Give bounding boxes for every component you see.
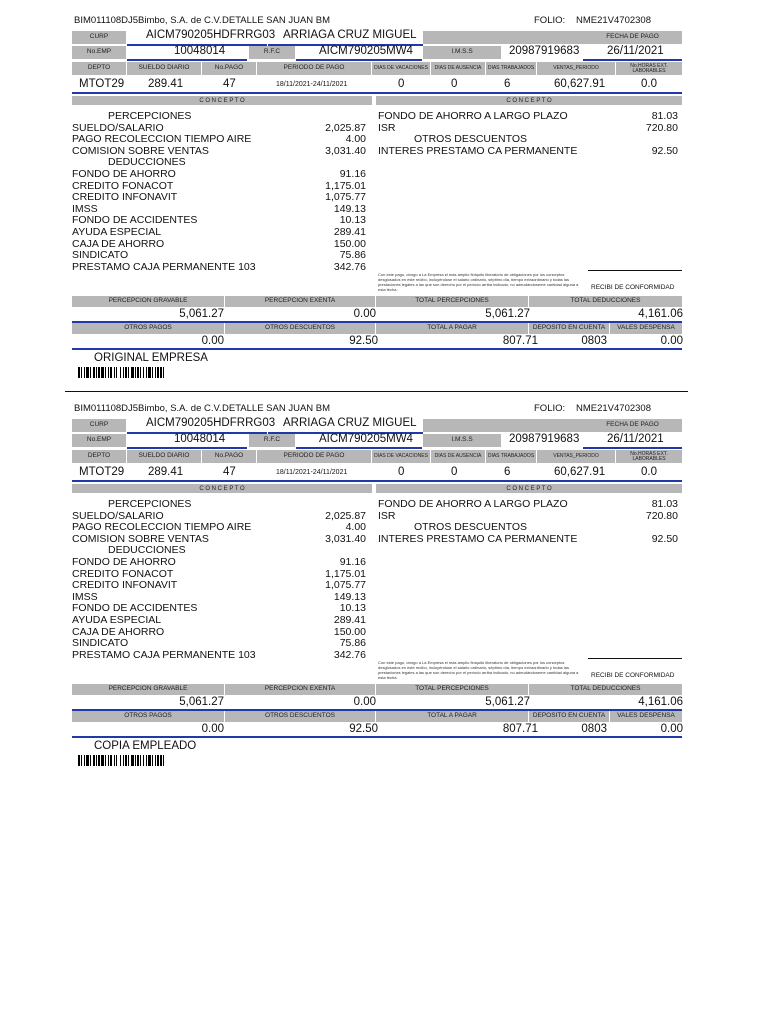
perc-exenta-label: PERCEPCION EXENTA: [225, 684, 375, 695]
concept-label: FONDO DE AHORRO: [72, 168, 176, 180]
legal-text: Con este pago, otorgo a La Empresa el más amplio finiquito liberatorio de obligaciones por los conceptos desglosados en este recibo, incluyéndose el salario ordinario, séptimo día, tiempo extraordinario y todas las prestaciones legales a las que son derecho por el período arriba indicado, no adeudándoseme cantidad alguna a esta fecha.: [378, 660, 579, 680]
vales-value: 0.00: [660, 335, 683, 347]
copy-empleado: [0, 388, 768, 758]
copy-title: COPIA EMPLEADO: [94, 740, 197, 752]
vales-value: 0.00: [660, 723, 683, 735]
concept-amount: 720.80: [645, 509, 678, 522]
concept-amount: 149.13: [333, 202, 366, 215]
concept-label: CAJA DE AHORRO: [72, 237, 165, 250]
concept-label: COMISION SOBRE VENTAS: [72, 532, 209, 545]
legal-text: Con este pago, otorgo a La Empresa el más amplio finiquito liberatorio de obligaciones por los conceptos desglosados en este recibo, incluyéndose el salario ordinario, séptimo día, tiempo extraordinario y todas las prestaciones legales a las que son derecho por el período arriba indicado, no adeudándoseme cantidad alguna a esta fecha.: [378, 272, 579, 292]
no-pago-value: 47: [223, 78, 236, 90]
branch-name: DETALLE SAN JUAN BM: [222, 15, 331, 26]
section-heading: DEDUCCIONES: [108, 544, 186, 557]
sueldo-diario-label: SUELDO DIARIO: [127, 450, 201, 463]
perc-exenta-value: 0.00: [353, 696, 376, 708]
fecha-pago-value: 26/11/2021: [607, 433, 664, 445]
concept-amount: 149.13: [333, 590, 366, 603]
horas-ext-label: No.HORAS EXT. LABORABLES: [616, 62, 682, 75]
dias-trabajados-value: 6: [504, 466, 511, 478]
folio-number: NME21V4702308: [576, 15, 651, 26]
deposito-value: 0803: [581, 335, 607, 347]
concept-label: FONDO DE AHORRO: [72, 556, 176, 568]
dias-vacaciones-label: DIAS DE VACACIONES: [372, 62, 430, 75]
concept-amount: 1,075.77: [325, 579, 366, 592]
concept-label: PAGO RECOLECCION TIEMPO AIRE: [72, 133, 252, 146]
dias-ausencia-label: DIAS DE AUSENCIA: [431, 62, 485, 75]
recibi-conformidad-label: RECIBI DE CONFORMIDAD: [591, 672, 675, 679]
copy-separator: [65, 391, 688, 392]
no-pago-label: No.PAGO: [202, 62, 256, 75]
dias-trabajados-label: DIAS TRABAJADOS: [486, 62, 536, 75]
concept-amount: 2,025.87: [325, 121, 366, 134]
otros-pagos-label: OTROS PAGOS: [72, 323, 224, 334]
concept-label: CREDITO INFONAVIT: [72, 579, 178, 592]
company-name: Bimbo, S.A. de C.V.: [138, 403, 222, 414]
company-code: BIM011108DJ5: [74, 403, 139, 414]
horas-ext-value: 0.0: [641, 466, 657, 478]
total-pagar-label: TOTAL A PAGAR: [376, 323, 528, 334]
horas-ext-value: 0.0: [641, 78, 657, 90]
copy-original-empresa: [0, 0, 768, 370]
concept-label: CREDITO FONACOT: [72, 567, 174, 580]
copy-title: ORIGINAL EMPRESA: [94, 352, 208, 364]
rfc-value: AICM790205MW4: [319, 45, 413, 57]
section-heading: PERCEPCIONES: [108, 110, 192, 122]
perc-gravable-value: 5,061.27: [179, 308, 224, 320]
concept-label: CREDITO INFONAVIT: [72, 191, 178, 204]
dias-ausencia-value: 0: [451, 78, 458, 90]
concept-amount: 75.86: [339, 637, 366, 650]
concept-amount: 10.13: [339, 602, 366, 615]
concept-amount: 81.03: [651, 498, 678, 510]
fecha-pago-label: FECHA DE PAGO: [583, 419, 682, 432]
barcode: [78, 755, 167, 766]
otros-pagos-label: OTROS PAGOS: [72, 711, 224, 722]
otros-desc-value: 92.50: [349, 335, 378, 347]
dias-trabajados-value: 6: [504, 78, 511, 90]
perc-gravable-label: PERCEPCION GRAVABLE: [72, 296, 224, 307]
curp-label: CURP: [72, 31, 126, 44]
concept-label: PAGO RECOLECCION TIEMPO AIRE: [72, 521, 252, 534]
deposito-label: DEPOSITO EN CUENTA: [529, 711, 609, 722]
total-pagar-label: TOTAL A PAGAR: [376, 711, 528, 722]
total-ded-value: 4,161.06: [638, 696, 683, 708]
concept-label: ISR: [378, 121, 396, 134]
concept-amount: 720.80: [645, 121, 678, 134]
concept-label: IMSS: [72, 202, 98, 215]
section-heading: PERCEPCIONES: [108, 498, 192, 510]
rfc-value: AICM790205MW4: [319, 433, 413, 445]
ventas-periodo-value: 60,627.91: [554, 466, 606, 478]
deposito-value: 0803: [581, 723, 607, 735]
imss-value: 20987919683: [509, 45, 580, 57]
concept-label: AYUDA ESPECIAL: [72, 226, 162, 238]
concept-amount: 3,031.40: [325, 532, 366, 545]
concept-amount: 4.00: [345, 133, 366, 146]
total-perc-value: 5,061.27: [485, 308, 530, 320]
periodo-value: 18/11/2021-24/11/2021: [276, 81, 348, 88]
concept-amount: 92.50: [651, 532, 678, 545]
concept-amount: 4.00: [345, 521, 366, 534]
section-heading: OTROS DESCUENTOS: [414, 133, 527, 146]
otros-desc-label: OTROS DESCUENTOS: [225, 711, 375, 722]
total-ded-value: 4,161.06: [638, 308, 683, 320]
imss-value: 20987919683: [509, 433, 580, 445]
concept-label: INTERES PRESTAMO CA PERMANENTE: [378, 532, 578, 545]
vales-label: VALES DESPENSA: [610, 323, 682, 334]
employee-name: ARRIAGA CRUZ MIGUEL: [283, 29, 417, 41]
dias-vacaciones-value: 0: [398, 78, 405, 90]
concept-amount: 289.41: [333, 226, 366, 238]
perc-gravable-label: PERCEPCION GRAVABLE: [72, 684, 224, 695]
concept-amount: 1,175.01: [325, 179, 366, 192]
noemp-label: No.EMP: [72, 46, 126, 59]
dias-vacaciones-label: DIAS DE VACACIONES: [372, 450, 430, 463]
fecha-pago-label: FECHA DE PAGO: [583, 31, 682, 44]
concept-label: FONDO DE ACCIDENTES: [72, 602, 198, 615]
no-pago-value: 47: [223, 466, 236, 478]
curp-value: AICM790205HDFRRG03: [146, 417, 276, 429]
folio-label: FOLIO:: [534, 15, 566, 26]
otros-desc-value: 92.50: [349, 723, 378, 735]
concept-label: AYUDA ESPECIAL: [72, 614, 162, 626]
otros-pagos-value: 0.00: [201, 723, 224, 735]
concept-amount: 1,075.77: [325, 191, 366, 204]
concept-label: FONDO DE ACCIDENTES: [72, 214, 198, 227]
imss-label: I.M.S.S: [423, 46, 501, 59]
concept-label: SUELDO/SALARIO: [72, 121, 164, 134]
dias-ausencia-value: 0: [451, 466, 458, 478]
perc-exenta-value: 0.00: [353, 308, 376, 320]
fecha-pago-value: 26/11/2021: [607, 45, 664, 57]
concept-amount: 150.00: [333, 625, 366, 638]
depto-value: MTOT29: [79, 466, 125, 478]
company-name: Bimbo, S.A. de C.V.: [138, 15, 222, 26]
employee-name: ARRIAGA CRUZ MIGUEL: [283, 417, 417, 429]
rfc-label: R.F.C: [249, 434, 295, 447]
branch-name: DETALLE SAN JUAN BM: [222, 403, 331, 414]
perc-gravable-value: 5,061.27: [179, 696, 224, 708]
ventas-periodo-label: VENTAS_PERIODO: [537, 450, 615, 463]
concept-label: SINDICATO: [72, 637, 129, 650]
concept-amount: 289.41: [333, 614, 366, 626]
concept-amount: 75.86: [339, 249, 366, 262]
concept-label: ISR: [378, 509, 396, 522]
no-pago-label: No.PAGO: [202, 450, 256, 463]
concept-amount: 2,025.87: [325, 509, 366, 522]
concept-label: PRESTAMO CAJA PERMANENTE 103: [72, 648, 256, 661]
sueldo-diario-label: SUELDO DIARIO: [127, 62, 201, 75]
periodo-label: PERIODO DE PAGO: [257, 450, 371, 463]
rfc-label: R.F.C: [249, 46, 295, 59]
noemp-value: 10048014: [174, 433, 226, 445]
concept-label: CAJA DE AHORRO: [72, 625, 165, 638]
noemp-label: No.EMP: [72, 434, 126, 447]
sueldo-diario-value: 289.41: [148, 466, 184, 478]
dias-vacaciones-value: 0: [398, 466, 405, 478]
concepto-header-right: C O N C E P T O: [506, 97, 552, 104]
concept-amount: 91.16: [339, 168, 366, 180]
section-heading: DEDUCCIONES: [108, 156, 186, 169]
total-perc-label: TOTAL PERCEPCIONES: [376, 296, 528, 307]
barcode: [78, 367, 167, 378]
depto-value: MTOT29: [79, 78, 125, 90]
concept-label: INTERES PRESTAMO CA PERMANENTE: [378, 144, 578, 157]
perc-exenta-label: PERCEPCION EXENTA: [225, 296, 375, 307]
total-perc-value: 5,061.27: [485, 696, 530, 708]
concept-amount: 91.16: [339, 556, 366, 568]
concept-label: PRESTAMO CAJA PERMANENTE 103: [72, 260, 256, 273]
depto-label: DEPTO: [72, 62, 126, 75]
total-pagar-value: 807.71: [502, 723, 538, 735]
curp-label: CURP: [72, 419, 126, 432]
dias-trabajados-label: DIAS TRABAJADOS: [486, 450, 536, 463]
concept-label: SUELDO/SALARIO: [72, 509, 164, 522]
total-pagar-value: 807.71: [502, 335, 538, 347]
total-perc-label: TOTAL PERCEPCIONES: [376, 684, 528, 695]
concept-label: FONDO DE AHORRO A LARGO PLAZO: [378, 110, 568, 122]
ventas-periodo-value: 60,627.91: [554, 78, 606, 90]
concept-amount: 1,175.01: [325, 567, 366, 580]
concepto-header-left: C O N C E P T O: [199, 97, 245, 104]
concept-amount: 92.50: [651, 144, 678, 157]
concepto-header-right: C O N C E P T O: [506, 485, 552, 492]
deposito-label: DEPOSITO EN CUENTA: [529, 323, 609, 334]
folio-number: NME21V4702308: [576, 403, 651, 414]
concept-amount: 150.00: [333, 237, 366, 250]
total-ded-label: TOTAL DEDUCCIONES: [529, 296, 682, 307]
imss-label: I.M.S.S: [423, 434, 501, 447]
company-code: BIM011108DJ5: [74, 15, 139, 26]
concept-label: COMISION SOBRE VENTAS: [72, 144, 209, 157]
concept-label: CREDITO FONACOT: [72, 179, 174, 192]
periodo-value: 18/11/2021-24/11/2021: [276, 469, 348, 476]
vales-label: VALES DESPENSA: [610, 711, 682, 722]
folio-label: FOLIO:: [534, 403, 566, 414]
concept-amount: 10.13: [339, 214, 366, 227]
dias-ausencia-label: DIAS DE AUSENCIA: [431, 450, 485, 463]
concept-amount: 81.03: [651, 110, 678, 122]
recibi-conformidad-label: RECIBI DE CONFORMIDAD: [591, 284, 675, 291]
section-heading: OTROS DESCUENTOS: [414, 521, 527, 534]
concept-amount: 3,031.40: [325, 144, 366, 157]
depto-label: DEPTO: [72, 450, 126, 463]
periodo-label: PERIODO DE PAGO: [257, 62, 371, 75]
otros-pagos-value: 0.00: [201, 335, 224, 347]
concept-label: SINDICATO: [72, 249, 129, 262]
concept-amount: 342.76: [333, 648, 366, 661]
concept-label: IMSS: [72, 590, 98, 603]
concept-label: FONDO DE AHORRO A LARGO PLAZO: [378, 498, 568, 510]
otros-desc-label: OTROS DESCUENTOS: [225, 323, 375, 334]
curp-value: AICM790205HDFRRG03: [146, 29, 276, 41]
concepto-header-left: C O N C E P T O: [199, 485, 245, 492]
total-ded-label: TOTAL DEDUCCIONES: [529, 684, 682, 695]
horas-ext-label: No.HORAS EXT. LABORABLES: [616, 450, 682, 463]
concept-amount: 342.76: [333, 260, 366, 273]
noemp-value: 10048014: [174, 45, 226, 57]
sueldo-diario-value: 289.41: [148, 78, 184, 90]
ventas-periodo-label: VENTAS_PERIODO: [537, 62, 615, 75]
